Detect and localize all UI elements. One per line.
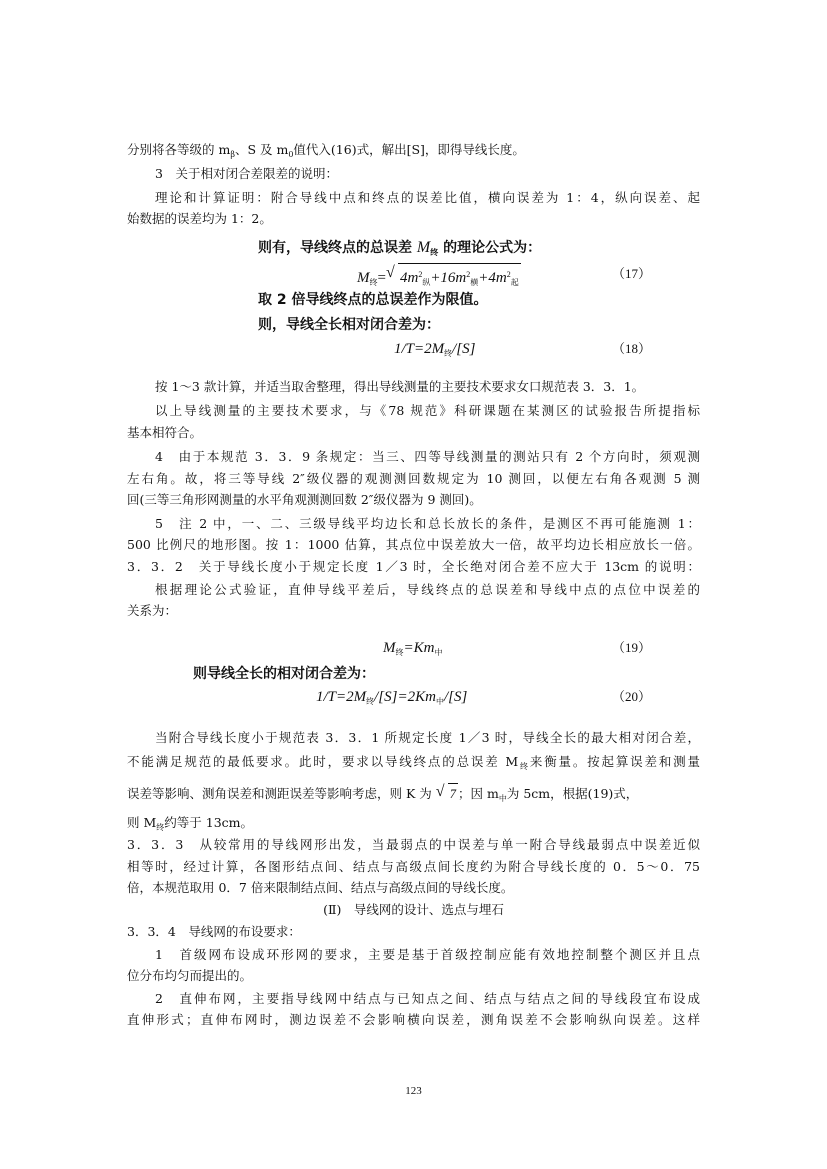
text-line: 4 由于本规范 3．3．9 条规定：当三、四等导线测量的测站只有 2 个方向时，须观测 [155, 449, 700, 464]
section-heading: 3．3．3 从较常用的导线网形出发，当最弱点的中误差与单一附合导线最弱点中误差近似 [127, 837, 700, 852]
text-line: 相等时，经过计算，各图形结点间、结点与高级点间长度约为附合导线长度的 0．5～0．75 [127, 859, 700, 874]
text-line: 左右角。故，将三等导线 2″级仪器的观测测回数规定为 10 测回，以便左右角各观测 5 测 [127, 471, 700, 486]
formula-heading: 取 2 倍导线终点的总误差作为限值。 [258, 292, 488, 308]
section-heading: 3．3．4 导线网的布设要求： [127, 924, 301, 939]
text-line: 1 首级网布设成环形网的要求，主要是基于首级控制应能有效地控制整个测区并且点 [155, 947, 700, 962]
equation-17: $M_终=$ √ $4m^2_纵+16m^2_横+4m^2_起$ [357, 263, 521, 294]
equation-19: $M_终=Km_中$ [383, 640, 443, 657]
equation-number: （20） [612, 689, 652, 704]
text-line: 当附合导线长度小于规范表 3．3．1 所规定长度 1／3 时，导线全长的最大相对闭合差， [155, 730, 700, 745]
subsection-title: (Ⅱ) 导线网的设计、选点与埋石 [323, 902, 504, 917]
text-line: 根据理论公式验证，直伸导线平差后，导线终点的总误差和导线中点的点位中误差的 [155, 582, 700, 597]
section-heading: 3．3．2 关于导线长度小于规定长度 1／3 时，全长绝对闭合差不应大于 13cm 的说明： [127, 559, 700, 574]
text-line: 基本相符合。 [127, 425, 203, 440]
text-line: 理论和计算证明：附合导线中点和终点的误差比值，横向误差为 1：4，纵向误差、起 [155, 190, 700, 205]
text-line: 位分布均匀而提出的。 [127, 968, 253, 983]
formula-heading: 则导线全长的相对闭合差为： [193, 666, 375, 682]
formula-heading: 则，导线全长相对闭合差为： [258, 317, 440, 333]
text-line: 始数据的误差均为 1：2。 [127, 211, 272, 226]
text-line: 则 $M_终$约等于 13cm。 [127, 815, 254, 832]
text-line: 倍，本规范取用 0．7 倍来限制结点间、结点与高级点间的导线长度。 [127, 880, 514, 895]
equation-20: $1/T=2M_终/[S]=2Km_中/[S]$ [316, 689, 468, 706]
text-line: 500 比例尺的地形图。按 1：1000 估算，其点位中误差放大一倍，故平均边长相应放长一倍。 [127, 537, 700, 552]
text-line: 2 直伸布网，主要指导线网中结点与已知点之间、结点与结点之间的导线段宜布设成 [155, 991, 700, 1006]
text-line: 分别将各等级的 $m_\beta$、S 及 $m_0$值代入(16)式，解出[S]，即得导线长度。 [127, 142, 525, 159]
text-line: 以上导线测量的主要技术要求，与《78 规范》科研课题在某测区的试验报告所提指标 [155, 403, 700, 418]
equation-number: （17） [612, 266, 652, 281]
text-line: 不能满足规范的最低要求。此时，要求以导线终点的总误差 $M_终$来衡量。按起算误差和测量 [127, 754, 700, 771]
text-line: 误差等影响、测角误差和测距误差等影响考虑，则 K 为 √ 7 ；因 $m_中$为 5cm，根据(19)式， [127, 783, 639, 803]
equation-number: （18） [612, 341, 652, 356]
formula-heading: 则有，导线终点的总误差 $M_终$ 的理论公式为： [258, 239, 542, 257]
section-heading: 3 关于相对闭合差限差的说明： [155, 166, 338, 181]
text-line: 按 1～3 款计算，并适当取舍整理，得出导线测量的主要技术要求女口规范表 3．3．1。 [155, 379, 645, 394]
text-line: 关系为： [127, 603, 178, 618]
page-number: 123 [405, 1085, 422, 1097]
equation-18: $1/T=2M_终/[S]$ [394, 341, 476, 358]
text-line: 直伸形式；直伸布网时，测边误差不会影响横向误差，测角误差不会影响纵向误差。这样 [127, 1012, 700, 1027]
equation-number: （19） [612, 640, 652, 655]
text-line: 5 注 2 中，一、二、三级导线平均边长和总长放长的条件，是测区不再可能施测 1： [155, 516, 700, 531]
text-line: 回(三等三角形网测量的水平角观测测回数 2″级仪器为 9 测回)。 [127, 492, 482, 507]
